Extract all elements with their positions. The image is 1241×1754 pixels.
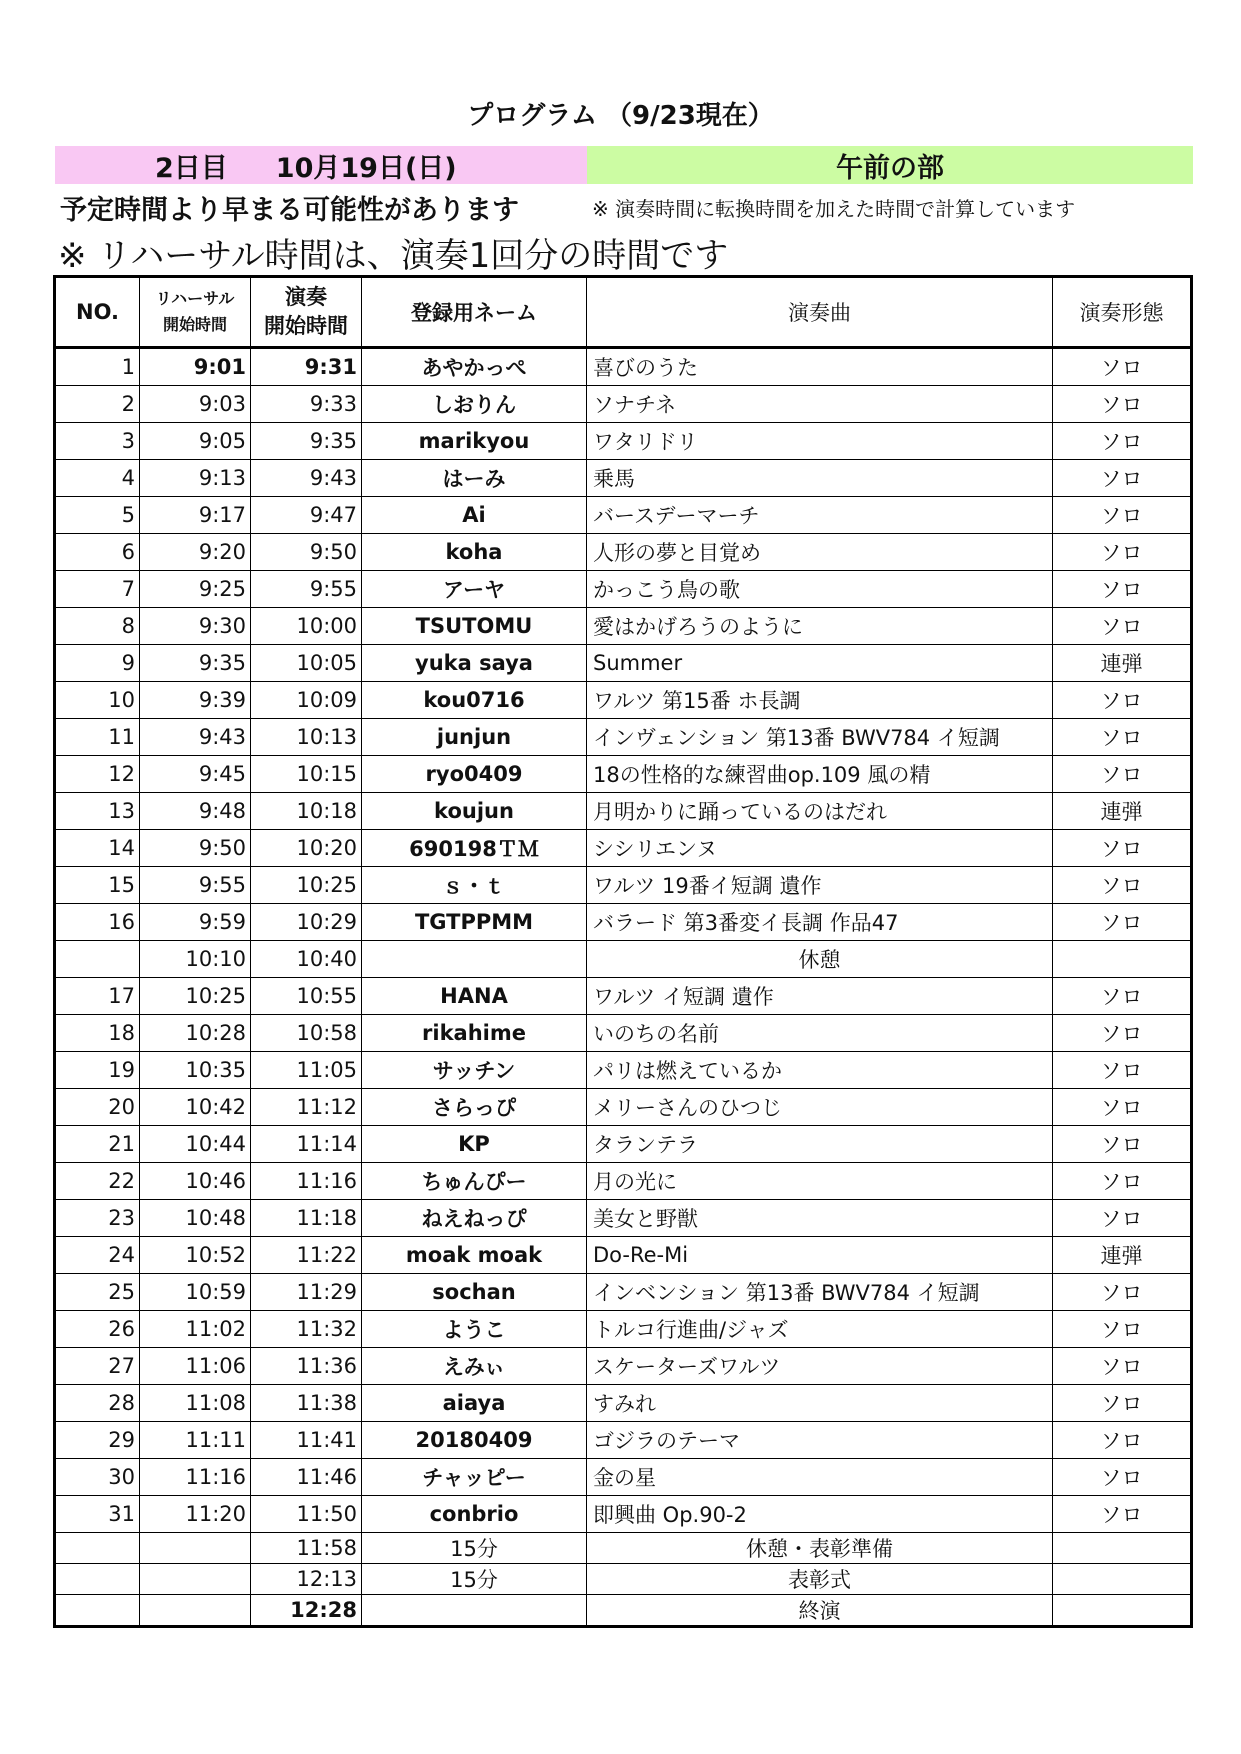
performance-form xyxy=(1053,1595,1192,1627)
table-row xyxy=(55,756,1192,793)
performance-form: ソロ xyxy=(1053,460,1192,497)
piece-title: ワルツ イ短調 遺作 xyxy=(587,978,1053,1015)
performance-form: ソロ xyxy=(1053,1422,1192,1459)
duration: 15分 xyxy=(362,1564,587,1595)
break-row xyxy=(55,941,1192,978)
piece-title: 愛はかげろうのように xyxy=(587,608,1053,645)
performance-form: 連弾 xyxy=(1053,1237,1192,1274)
performance-time: 10:29 xyxy=(251,904,362,941)
row-number: 14 xyxy=(55,830,140,867)
table-row xyxy=(55,1496,1192,1533)
performance-form: ソロ xyxy=(1053,1052,1192,1089)
day-label: 2日目 xyxy=(155,152,228,184)
piece-title: ワルツ 第15番 ホ長調 xyxy=(587,682,1053,719)
piece-title: 18の性格的な練習曲op.109 風の精 xyxy=(587,756,1053,793)
piece-title: 喜びのうた xyxy=(587,348,1053,386)
rehearsal-time: 10:28 xyxy=(140,1015,251,1052)
rehearsal-time: 9:43 xyxy=(140,719,251,756)
performance-time: 10:00 xyxy=(251,608,362,645)
table-row xyxy=(55,1163,1192,1200)
row-number: 9 xyxy=(55,645,140,682)
rehearsal-time: 11:11 xyxy=(140,1422,251,1459)
piece-title: 美女と野獣 xyxy=(587,1200,1053,1237)
performer-name: Ai xyxy=(362,497,587,534)
piece-title: 金の星 xyxy=(587,1459,1053,1496)
row-number xyxy=(55,941,140,978)
table-row xyxy=(55,867,1192,904)
performance-form: 連弾 xyxy=(1053,793,1192,830)
table-row xyxy=(55,1089,1192,1126)
rehearsal-time: 9:25 xyxy=(140,571,251,608)
header-performance-line2: 開始時間 xyxy=(264,314,348,338)
table-row xyxy=(55,1237,1192,1274)
performer-name: moak moak xyxy=(362,1237,587,1274)
header-piece: 演奏曲 xyxy=(587,277,1053,348)
row-number: 10 xyxy=(55,682,140,719)
row-number: 8 xyxy=(55,608,140,645)
performance-time: 12:28 xyxy=(251,1595,362,1627)
performance-time: 11:22 xyxy=(251,1237,362,1274)
piece-title: ゴジラのテーマ xyxy=(587,1422,1053,1459)
table-row xyxy=(55,1385,1192,1422)
header-name: 登録用ネーム xyxy=(362,277,587,348)
table-row xyxy=(55,534,1192,571)
table-row xyxy=(55,386,1192,423)
row-number: 12 xyxy=(55,756,140,793)
performance-time: 11:58 xyxy=(251,1533,362,1564)
rehearsal-time: 9:45 xyxy=(140,756,251,793)
row-number: 16 xyxy=(55,904,140,941)
performance-form: ソロ xyxy=(1053,1089,1192,1126)
rehearsal-time: 9:03 xyxy=(140,386,251,423)
performer-name: えみぃ xyxy=(362,1348,587,1385)
performer-name: TSUTOMU xyxy=(362,608,587,645)
table-row xyxy=(55,1200,1192,1237)
performance-time: 11:12 xyxy=(251,1089,362,1126)
table-row xyxy=(55,608,1192,645)
performance-time: 11:16 xyxy=(251,1163,362,1200)
performer-name: junjun xyxy=(362,719,587,756)
table-row xyxy=(55,1274,1192,1311)
piece-title: ソナチネ xyxy=(587,386,1053,423)
rehearsal-note: ※ リハーサル時間は、演奏1回分の時間です xyxy=(58,236,729,276)
rehearsal-time: 10:10 xyxy=(140,941,251,978)
rehearsal-time: 9:48 xyxy=(140,793,251,830)
performance-form: ソロ xyxy=(1053,571,1192,608)
closing-row xyxy=(55,1595,1192,1627)
performance-form: ソロ xyxy=(1053,1126,1192,1163)
table-header xyxy=(55,277,1192,348)
table-row xyxy=(55,830,1192,867)
table-row xyxy=(55,793,1192,830)
performance-time: 11:18 xyxy=(251,1200,362,1237)
row-number: 5 xyxy=(55,497,140,534)
piece-title: メリーさんのひつじ xyxy=(587,1089,1053,1126)
performance-form: 連弾 xyxy=(1053,645,1192,682)
performance-time: 10:58 xyxy=(251,1015,362,1052)
table-row xyxy=(55,460,1192,497)
performer-name: HANA xyxy=(362,978,587,1015)
rehearsal-time: 10:52 xyxy=(140,1237,251,1274)
row-number: 7 xyxy=(55,571,140,608)
rehearsal-time: 9:30 xyxy=(140,608,251,645)
performance-time: 9:35 xyxy=(251,423,362,460)
row-number: 31 xyxy=(55,1496,140,1533)
rehearsal-time: 9:01 xyxy=(140,348,251,386)
rehearsal-time: 9:55 xyxy=(140,867,251,904)
date-label: 10月19日(日) xyxy=(275,152,457,184)
performance-time: 11:05 xyxy=(251,1052,362,1089)
row-number: 6 xyxy=(55,534,140,571)
performer-name: アーヤ xyxy=(362,571,587,608)
performance-form: ソロ xyxy=(1053,608,1192,645)
performer-name: koujun xyxy=(362,793,587,830)
row-number: 22 xyxy=(55,1163,140,1200)
row-number: 4 xyxy=(55,460,140,497)
performance-time: 10:13 xyxy=(251,719,362,756)
row-number: 21 xyxy=(55,1126,140,1163)
performer-name: kou0716 xyxy=(362,682,587,719)
performance-time: 11:36 xyxy=(251,1348,362,1385)
performance-time: 10:20 xyxy=(251,830,362,867)
row-number: 3 xyxy=(55,423,140,460)
header-rehearsal-line2: 開始時間 xyxy=(162,315,227,334)
closing-row xyxy=(55,1533,1192,1564)
piece-title: かっこう鳥の歌 xyxy=(587,571,1053,608)
performer-name: 20180409 xyxy=(362,1422,587,1459)
table-row xyxy=(55,978,1192,1015)
rehearsal-time: 11:08 xyxy=(140,1385,251,1422)
performer-name: yuka saya xyxy=(362,645,587,682)
row-number: 29 xyxy=(55,1422,140,1459)
performer-name: KP xyxy=(362,1126,587,1163)
performance-form: ソロ xyxy=(1053,1163,1192,1200)
rehearsal-time: 10:48 xyxy=(140,1200,251,1237)
row-number: 23 xyxy=(55,1200,140,1237)
page-title: プログラム （9/23現在） xyxy=(467,101,774,131)
rehearsal-time: 10:44 xyxy=(140,1126,251,1163)
table-row xyxy=(55,645,1192,682)
rehearsal-time: 11:06 xyxy=(140,1348,251,1385)
row-number: 30 xyxy=(55,1459,140,1496)
table-row xyxy=(55,1015,1192,1052)
break-label: 休憩 xyxy=(587,941,1053,978)
table-body xyxy=(55,348,1192,1627)
table-row xyxy=(55,1422,1192,1459)
header-rehearsal xyxy=(140,277,251,348)
performance-time: 9:47 xyxy=(251,497,362,534)
row-number: 15 xyxy=(55,867,140,904)
performance-time: 9:31 xyxy=(251,348,362,386)
performer-name: はーみ xyxy=(362,460,587,497)
table-row xyxy=(55,1311,1192,1348)
performance-form: ソロ xyxy=(1053,756,1192,793)
performer-name: ねえねっぴ xyxy=(362,1200,587,1237)
performance-form: ソロ xyxy=(1053,1015,1192,1052)
duration: 15分 xyxy=(362,1533,587,1564)
piece-title: バラード 第3番変イ長調 作品47 xyxy=(587,904,1053,941)
performer-name: サッチン xyxy=(362,1052,587,1089)
row-number xyxy=(55,1533,140,1564)
table-row xyxy=(55,1052,1192,1089)
performance-time: 11:14 xyxy=(251,1126,362,1163)
table-row xyxy=(55,423,1192,460)
performance-time: 10:09 xyxy=(251,682,362,719)
performance-form: ソロ xyxy=(1053,1200,1192,1237)
piece-title: Summer xyxy=(587,645,1053,682)
performance-form: ソロ xyxy=(1053,867,1192,904)
table-row xyxy=(55,1126,1192,1163)
row-number: 25 xyxy=(55,1274,140,1311)
table-row xyxy=(55,904,1192,941)
piece-title: バースデーマーチ xyxy=(587,497,1053,534)
performance-form: ソロ xyxy=(1053,423,1192,460)
performance-form xyxy=(1053,1533,1192,1564)
performer-name: 690198ＴＭ xyxy=(362,830,587,867)
performer-name: ようこ xyxy=(362,1311,587,1348)
rehearsal-time: 9:20 xyxy=(140,534,251,571)
piece-title: 月明かりに踊っているのはだれ xyxy=(587,793,1053,830)
performance-time: 10:40 xyxy=(251,941,362,978)
performance-time: 11:41 xyxy=(251,1422,362,1459)
closing-label: 休憩・表彰準備 xyxy=(587,1533,1053,1564)
piece-title: ワタリドリ xyxy=(587,423,1053,460)
header-rehearsal-line1: リハーサル xyxy=(155,289,235,308)
performer-name: conbrio xyxy=(362,1496,587,1533)
piece-title: インヴェンション 第13番 BWV784 イ短調 xyxy=(587,719,1053,756)
row-number: 20 xyxy=(55,1089,140,1126)
header-performance-line1: 演奏 xyxy=(285,285,327,309)
piece-title: 月の光に xyxy=(587,1163,1053,1200)
performance-time: 10:25 xyxy=(251,867,362,904)
performance-form: ソロ xyxy=(1053,682,1192,719)
performance-time: 9:43 xyxy=(251,460,362,497)
performance-time: 11:38 xyxy=(251,1385,362,1422)
table-row xyxy=(55,682,1192,719)
row-number: 28 xyxy=(55,1385,140,1422)
performance-form: ソロ xyxy=(1053,1459,1192,1496)
performance-form: ソロ xyxy=(1053,1348,1192,1385)
piece-title: トルコ行進曲/ジャズ xyxy=(587,1311,1053,1348)
performer-name: チャッピー xyxy=(362,1459,587,1496)
table-row xyxy=(55,348,1192,386)
piece-title: いのちの名前 xyxy=(587,1015,1053,1052)
rehearsal-time xyxy=(140,1595,251,1627)
rehearsal-time: 9:17 xyxy=(140,497,251,534)
rehearsal-time: 9:13 xyxy=(140,460,251,497)
performance-form: ソロ xyxy=(1053,978,1192,1015)
piece-title: 乗馬 xyxy=(587,460,1053,497)
performance-form: ソロ xyxy=(1053,1496,1192,1533)
performance-form xyxy=(1053,941,1192,978)
performance-time: 11:50 xyxy=(251,1496,362,1533)
rehearsal-time: 10:42 xyxy=(140,1089,251,1126)
piece-title: 人形の夢と目覚め xyxy=(587,534,1053,571)
performance-time: 10:15 xyxy=(251,756,362,793)
closing-label: 表彰式 xyxy=(587,1564,1053,1595)
piece-title: シシリエンヌ xyxy=(587,830,1053,867)
performance-time: 11:29 xyxy=(251,1274,362,1311)
piece-title: Do-Re-Mi xyxy=(587,1237,1053,1274)
performance-form xyxy=(1053,1564,1192,1595)
performance-form: ソロ xyxy=(1053,830,1192,867)
performer-name xyxy=(362,941,587,978)
performance-form: ソロ xyxy=(1053,719,1192,756)
performance-time: 11:32 xyxy=(251,1311,362,1348)
row-number: 1 xyxy=(55,348,140,386)
rehearsal-time xyxy=(140,1564,251,1595)
rehearsal-time: 10:35 xyxy=(140,1052,251,1089)
rehearsal-time: 11:16 xyxy=(140,1459,251,1496)
calc-note: ※ 演奏時間に転換時間を加えた時間で計算しています xyxy=(592,197,1076,221)
row-number: 11 xyxy=(55,719,140,756)
duration xyxy=(362,1595,587,1627)
closing-row xyxy=(55,1564,1192,1595)
row-number: 26 xyxy=(55,1311,140,1348)
performer-name: ｓ・ｔ xyxy=(362,867,587,904)
performance-time: 12:13 xyxy=(251,1564,362,1595)
performance-time: 9:50 xyxy=(251,534,362,571)
performance-time: 10:18 xyxy=(251,793,362,830)
rehearsal-time: 9:39 xyxy=(140,682,251,719)
performer-name: marikyou xyxy=(362,423,587,460)
rehearsal-time: 9:05 xyxy=(140,423,251,460)
performer-name: aiaya xyxy=(362,1385,587,1422)
program-table xyxy=(53,275,1193,1628)
row-number: 2 xyxy=(55,386,140,423)
performance-time: 10:55 xyxy=(251,978,362,1015)
row-number: 17 xyxy=(55,978,140,1015)
performer-name: ryo0409 xyxy=(362,756,587,793)
header-no: NO. xyxy=(55,277,140,348)
rehearsal-time: 9:59 xyxy=(140,904,251,941)
table-row xyxy=(55,571,1192,608)
row-number: 24 xyxy=(55,1237,140,1274)
performer-name: rikahime xyxy=(362,1015,587,1052)
rehearsal-time: 9:35 xyxy=(140,645,251,682)
performance-form: ソロ xyxy=(1053,1274,1192,1311)
performer-name: さらっぴ xyxy=(362,1089,587,1126)
rehearsal-time: 11:02 xyxy=(140,1311,251,1348)
performer-name: sochan xyxy=(362,1274,587,1311)
performer-name: ちゅんぴー xyxy=(362,1163,587,1200)
header-performance xyxy=(251,277,362,348)
piece-title: スケーターズワルツ xyxy=(587,1348,1053,1385)
row-number: 19 xyxy=(55,1052,140,1089)
performance-form: ソロ xyxy=(1053,497,1192,534)
performance-time: 11:46 xyxy=(251,1459,362,1496)
row-number: 18 xyxy=(55,1015,140,1052)
performance-form: ソロ xyxy=(1053,348,1192,386)
header-form: 演奏形態 xyxy=(1053,277,1192,348)
session-band xyxy=(55,146,1193,184)
performance-form: ソロ xyxy=(1053,386,1192,423)
performer-name: TGTPPMM xyxy=(362,904,587,941)
table-row xyxy=(55,1348,1192,1385)
piece-title: 即興曲 Op.90-2 xyxy=(587,1496,1053,1533)
rehearsal-time xyxy=(140,1533,251,1564)
piece-title: タランテラ xyxy=(587,1126,1053,1163)
performance-form: ソロ xyxy=(1053,534,1192,571)
performer-name: あやかっぺ xyxy=(362,348,587,386)
piece-title: ワルツ 19番イ短調 遺作 xyxy=(587,867,1053,904)
day-date-band xyxy=(55,146,587,184)
row-number xyxy=(55,1595,140,1627)
piece-title: インベンション 第13番 BWV784 イ短調 xyxy=(587,1274,1053,1311)
table-row xyxy=(55,497,1192,534)
table-row xyxy=(55,719,1192,756)
piece-title: パリは燃えているか xyxy=(587,1052,1053,1089)
piece-title: すみれ xyxy=(587,1385,1053,1422)
performance-time: 9:55 xyxy=(251,571,362,608)
performance-time: 10:05 xyxy=(251,645,362,682)
row-number xyxy=(55,1564,140,1595)
performer-name: koha xyxy=(362,534,587,571)
performance-form: ソロ xyxy=(1053,1385,1192,1422)
rehearsal-time: 10:46 xyxy=(140,1163,251,1200)
performance-form: ソロ xyxy=(1053,904,1192,941)
closing-label: 終演 xyxy=(587,1595,1053,1627)
performance-form: ソロ xyxy=(1053,1311,1192,1348)
rehearsal-time: 10:25 xyxy=(140,978,251,1015)
rehearsal-time: 11:20 xyxy=(140,1496,251,1533)
session-label: 午前の部 xyxy=(587,146,1193,184)
performance-time: 9:33 xyxy=(251,386,362,423)
table-row xyxy=(55,1459,1192,1496)
performer-name: しおりん xyxy=(362,386,587,423)
rehearsal-time: 9:50 xyxy=(140,830,251,867)
row-number: 13 xyxy=(55,793,140,830)
early-notice: 予定時間より早まる可能性があります xyxy=(60,195,519,226)
row-number: 27 xyxy=(55,1348,140,1385)
rehearsal-time: 10:59 xyxy=(140,1274,251,1311)
